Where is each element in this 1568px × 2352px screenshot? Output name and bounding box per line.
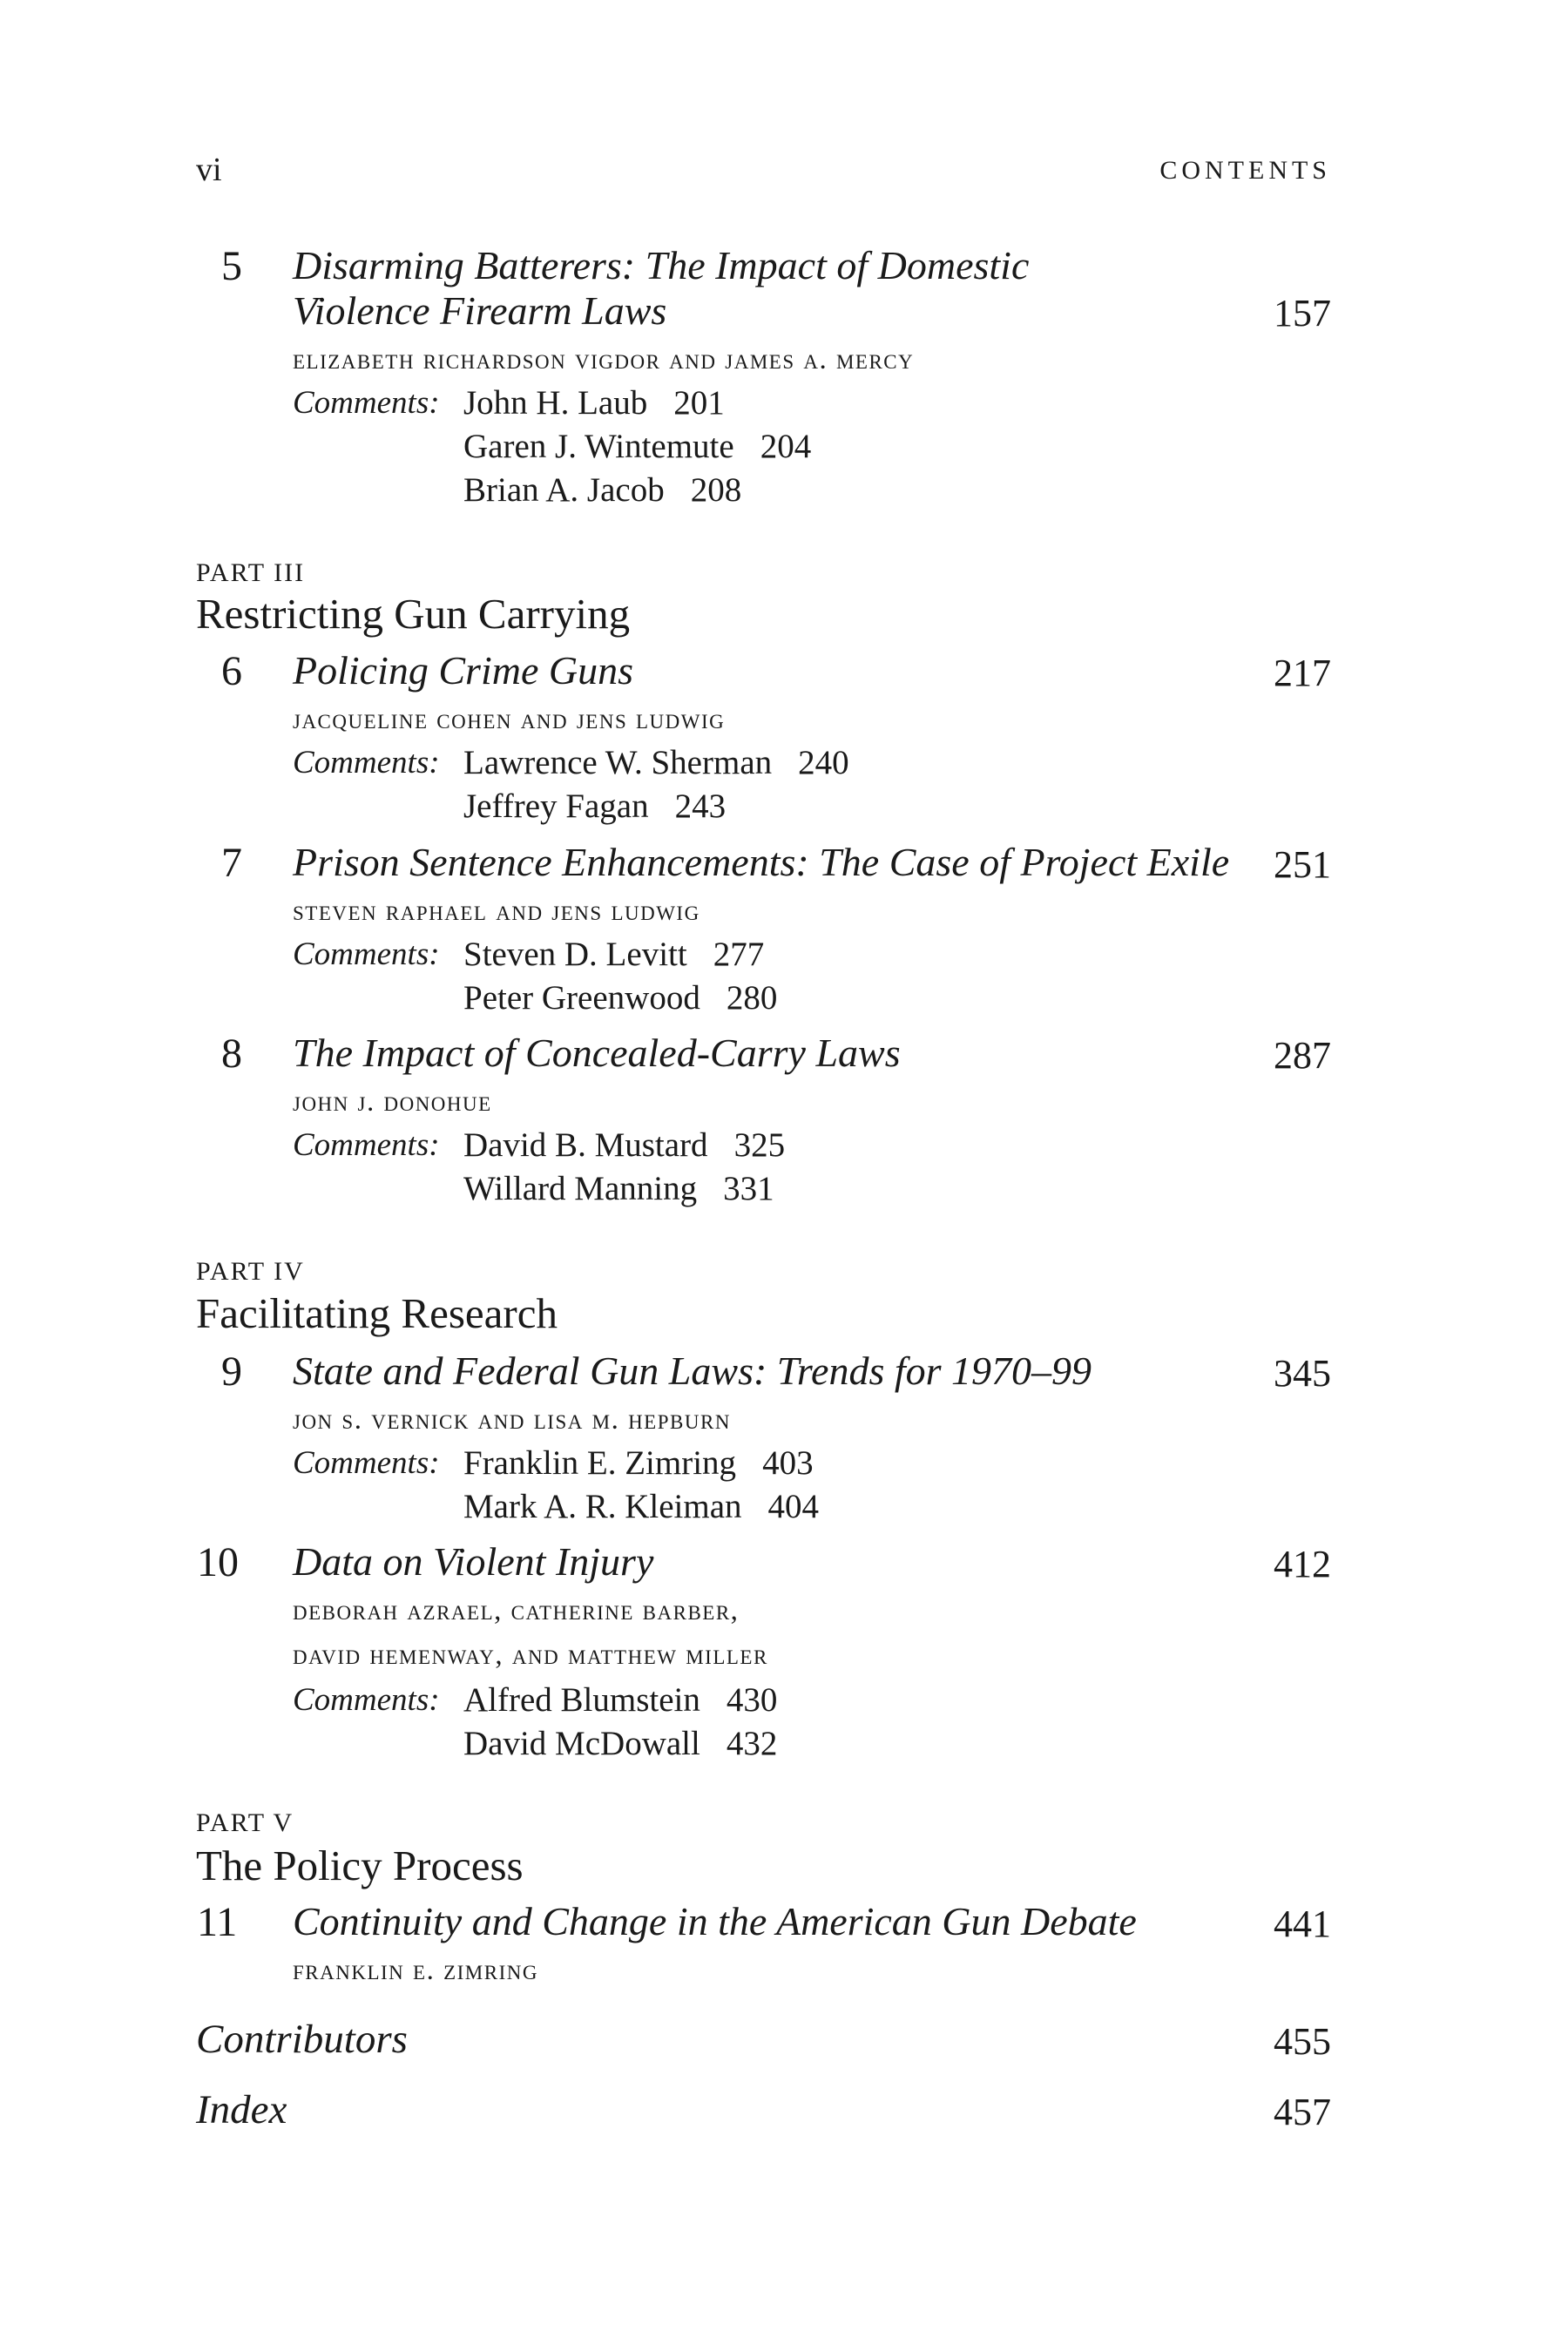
part-title: Restricting Gun Carrying <box>196 590 631 638</box>
chapter-number: 9 <box>221 1348 242 1395</box>
chapter-authors: steven raphael and jens ludwig <box>293 896 700 927</box>
part-title: Facilitating Research <box>196 1289 558 1337</box>
comment-entry: David B. Mustard 325 <box>463 1126 786 1164</box>
comments-label: Comments: <box>293 745 440 781</box>
chapter-authors: jon s. vernick and lisa m. hepburn <box>293 1404 731 1436</box>
comment-entry: Franklin E. Zimring 403 <box>463 1444 814 1482</box>
page-folio: vi <box>196 152 222 188</box>
part-label: PART V <box>196 1808 294 1837</box>
chapter-authors: david hemenway, and matthew miller <box>293 1639 768 1671</box>
comment-entry: Jeffrey Fagan 243 <box>463 787 727 825</box>
comment-entry: John H. Laub 201 <box>463 384 725 422</box>
back-matter-page: 455 <box>1274 2020 1331 2063</box>
chapter-title[interactable]: Policing Crime Guns <box>293 648 633 693</box>
chapter-number: 7 <box>221 840 242 886</box>
chapter-authors: jacqueline cohen and jens ludwig <box>293 704 726 735</box>
comment-entry: David McDowall 432 <box>463 1725 778 1762</box>
chapter-authors: elizabeth richardson vigdor and james a. mercy <box>293 344 915 375</box>
chapter-title[interactable]: Prison Sentence Enhancements: The Case of Project Exile <box>293 840 1230 884</box>
chapter-number: 11 <box>197 1899 238 1945</box>
chapter-number: 5 <box>221 243 242 289</box>
chapter-page: 441 <box>1274 1903 1331 1945</box>
chapter-title[interactable]: Continuity and Change in the American Gun Debate <box>293 1899 1137 1943</box>
part-title: The Policy Process <box>196 1842 524 1889</box>
chapter-title[interactable]: Disarming Batterers: The Impact of Domestic <box>293 243 1030 287</box>
chapter-title[interactable]: The Impact of Concealed-Carry Laws <box>293 1031 901 1075</box>
chapter-number: 8 <box>221 1031 242 1077</box>
comments-label: Comments: <box>293 936 440 972</box>
back-matter-title[interactable]: Index <box>196 2087 287 2132</box>
chapter-page: 217 <box>1274 652 1331 694</box>
chapter-page: 157 <box>1274 292 1331 335</box>
chapter-title[interactable]: Data on Violent Injury <box>293 1539 654 1584</box>
part-label: PART IV <box>196 1257 305 1286</box>
comment-entry: Willard Manning 331 <box>463 1170 774 1207</box>
chapter-number: 6 <box>221 648 242 694</box>
back-matter-title[interactable]: Contributors <box>196 2017 408 2062</box>
comment-entry: Alfred Blumstein 430 <box>463 1681 778 1719</box>
part-label: PART III <box>196 558 306 587</box>
comment-entry: Peter Greenwood 280 <box>463 979 778 1017</box>
chapter-number: 10 <box>197 1539 239 1585</box>
chapter-authors: deborah azrael, catherine barber, <box>293 1595 740 1626</box>
chapter-page: 287 <box>1274 1034 1331 1077</box>
chapter-page: 251 <box>1274 843 1331 886</box>
comments-label: Comments: <box>293 385 440 421</box>
comment-entry: Lawrence W. Sherman 240 <box>463 744 849 781</box>
chapter-page: 345 <box>1274 1352 1331 1395</box>
chapter-title[interactable]: Violence Firearm Laws <box>293 288 667 333</box>
comment-entry: Garen J. Wintemute 204 <box>463 428 812 465</box>
comment-entry: Brian A. Jacob 208 <box>463 471 742 509</box>
chapter-page: 412 <box>1274 1543 1331 1585</box>
running-head: CONTENTS <box>1159 156 1331 185</box>
chapter-title[interactable]: State and Federal Gun Laws: Trends for 1970–99 <box>293 1348 1092 1393</box>
comment-entry: Mark A. R. Kleiman 404 <box>463 1488 820 1525</box>
comments-label: Comments: <box>293 1127 440 1163</box>
comments-label: Comments: <box>293 1682 440 1718</box>
chapter-authors: john j. donohue <box>293 1086 492 1118</box>
comment-entry: Steven D. Levitt 277 <box>463 936 765 973</box>
back-matter-page: 457 <box>1274 2091 1331 2133</box>
chapter-authors: franklin e. zimring <box>293 1955 538 1986</box>
comments-label: Comments: <box>293 1445 440 1481</box>
